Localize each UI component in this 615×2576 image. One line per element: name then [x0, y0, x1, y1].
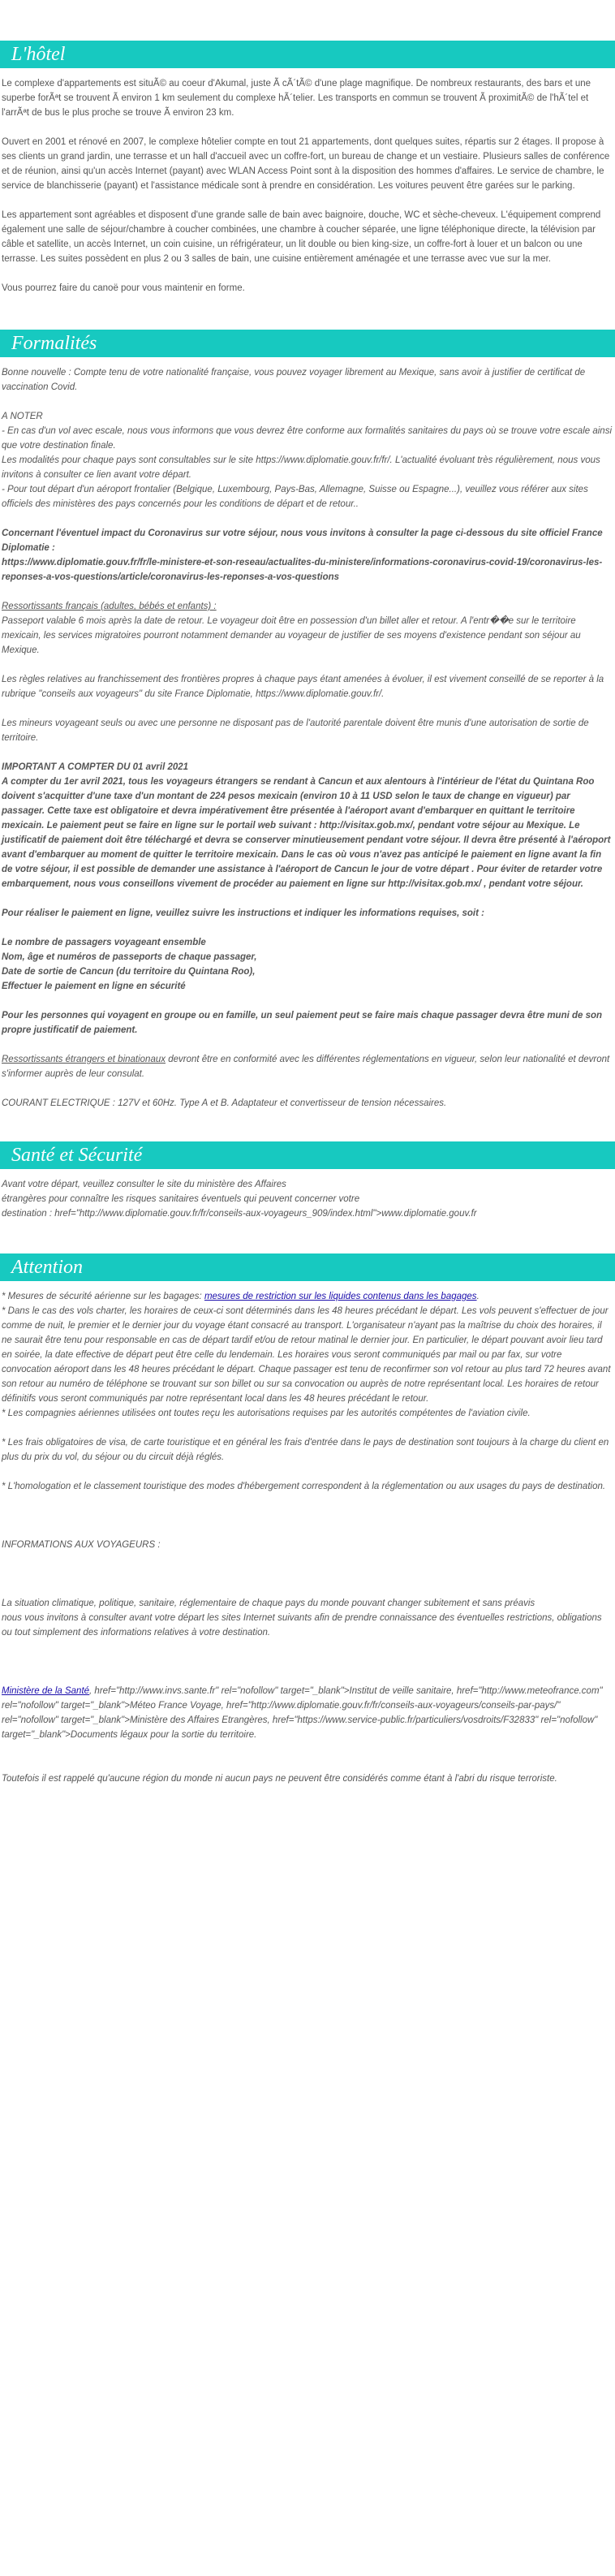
bagages-prefix: * Mesures de sécurité aérienne sur les bagages:: [2, 1292, 204, 1301]
anoter-modalites: Les modalités pour chaque pays sont consultables sur le site https://www.diplomatie.gouv.fr/fr/. L'actualité évoluant très régulièrement, nous vous invitons à consulter ce lien avant votre départ.: [2, 455, 600, 480]
anoter-frontalier: - Pour tout départ d'un aéroport frontalier (Belgique, Luxembourg, Pays-Bas, Allemagne, Suisse ou Espagne...), veuillez vous référer aux sites officiels des ministères des pays concernés pour les conditions de départ et de retour..: [2, 485, 588, 509]
paiement-list-item: Nom, âge et numéros de passeports de chaque passager,: [2, 952, 257, 962]
sante-line-1: Avant votre départ, veuillez consulter le site du ministère des Affaires: [2, 1180, 286, 1189]
ressortissants-title: Ressortissants français (adultes, bébés et enfants) :: [2, 602, 217, 611]
formalites-intro: Bonne nouvelle : Compte tenu de votre nationalité française, vous pouvez voyager librement au Mexique, sans avoir à justifier de certificat de vaccination Covid.: [2, 368, 586, 392]
situation-text: La situation climatique, politique, sanitaire, réglementaire de chaque pays du monde pouvant changer subitement et sans préavis: [2, 1599, 535, 1608]
sante-line-2: étrangères pour connaître les risques sanitaires éventuels qui peuvent concerner votre: [2, 1194, 360, 1204]
paiement-list-item: Date de sortie de Cancun (du territoire du Quintana Roo),: [2, 967, 256, 977]
section-hotel: [0, 0, 615, 296]
covid-url: https://www.diplomatie.gouv.fr/fr/le-ministere-et-son-reseau/actualites-du-ministere/informations-coronavirus-covid-19/coronavirus-les-reponses-a-vos-questions/article/coronavirus-les-reponses-a-vos-questions: [2, 558, 603, 582]
etrangers-paragraph: [2, 1052, 613, 1081]
ministere-rest: , href="http://www.invs.sante.fr" rel="nofollow" target="_blank">Institut de veille sanitaire, href="http://www.meteofrance.com" rel="nofollow" target="_blank">Méteo France Voyage, href="http://www.diplomatie.gouv.fr/fr/conseils-aux-voyageurs/conseils-par-pays/" rel="nofollow" target="_blank">Ministère des Affaires Etrangères, href="https://www.service-public.fr/particuliers/vosdroits/F32833" rel="nofollow" target="_blank">Documents légaux pour la sortie du territoire.: [2, 1686, 603, 1740]
regles-frontieres: Les règles relatives au franchissement des frontières propres à chaque pays étant amenées à évoluer, il est vivement conseillé de se reporter à la rubrique "conseils aux voyageurs" du site France Diplomatie, https://www.diplomatie.gouv.fr/.: [2, 675, 604, 699]
sante-heading: Santé et Sécurité: [0, 1141, 615, 1169]
toutefois-text: Toutefois il est rappelé qu'aucune région du monde ni aucun pays ne peuvent être considérés comme étant à l'abri du risque terroriste.: [2, 1774, 557, 1784]
hotel-paragraph-4: Vous pourrez faire du canoë pour vous maintenir en forme.: [2, 283, 245, 293]
important-title: IMPORTANT A COMPTER DU 01 avril 2021: [2, 762, 189, 772]
covid-notice: Concernant l'éventuel impact du Coronavirus sur votre séjour, nous vous invitons à consulter la page ci-dessous du site officiel France Diplomatie :: [2, 529, 603, 553]
bagages-suffix: .: [476, 1292, 480, 1301]
section-sante: [0, 1127, 615, 1221]
sante-line-3: destination : href="http://www.diplomatie.gouv.fr/fr/conseils-aux-voyageurs_909/index.html">www.diplomatie.gouv.fr: [2, 1209, 477, 1219]
courant-electrique: COURANT ELECTRIQUE : 127V et 60Hz. Type A et B. Adaptateur et convertisseur de tension nécessaires.: [2, 1098, 447, 1108]
frais-visa: * Les frais obligatoires de visa, de carte touristique et en général les frais d'entrée dans le pays de destination sont toujours à la charge du client en plus du prix du vol, du séjour ou du circuit déjà réglés.: [2, 1438, 609, 1462]
ministere-paragraph: [2, 1684, 613, 1742]
nous-vous-invitons: nous vous invitons à consulter avant votre départ les sites Internet suivants afin de prendre connaissance des éventuelles restrictions, obligations ou tout simplement des informations relatives à votre destination.: [2, 1613, 602, 1638]
mineurs-text: Les mineurs voyageant seuls ou avec une personne ne disposant pas de l'autorité parentale doivent être munis d'une autorisation de sortie de territoire.: [2, 718, 589, 743]
attention-heading: Attention: [0, 1253, 615, 1281]
bagages-restriction-link[interactable]: mesures de restriction sur les liquides contenus dans les bagages: [204, 1292, 477, 1301]
etrangers-title: Ressortissants étrangers et binationaux: [2, 1055, 166, 1064]
paiement-list-item: Effectuer le paiement en ligne en sécurité: [2, 982, 186, 991]
hotel-heading: L'hôtel: [0, 41, 615, 68]
etrangers-text: devront être en conformité avec les différentes réglementations en vigueur, selon leur nationalité et devront s'informer auprès de leur consulat.: [2, 1055, 610, 1079]
section-attention: [0, 1237, 615, 1786]
bagages-paragraph: [2, 1289, 613, 1304]
anoter-title: A NOTER: [2, 412, 43, 421]
anoter-escale: - En cas d'un vol avec escale, nous vous informons que vous devrez être conforme aux formalités sanitaires du pays où se trouve votre escale ainsi que votre destination finale.: [2, 426, 612, 451]
compagnies-aeriennes: * Les compagnies aériennes utilisées ont toutes reçu les autorisations requises par les autorités compétentes de l'aviation civile.: [2, 1409, 531, 1418]
paiement-instructions: Pour réaliser le paiement en ligne, veuillez suivre les instructions et indiquer les informations requises, soit :: [2, 908, 484, 918]
paiement-list-item: Le nombre de passagers voyageant ensemble: [2, 938, 206, 947]
hotel-paragraph-3: Les appartement sont agréables et disposent d'une grande salle de bain avec baignoire, douche, WC et sèche-cheveux. L'équipement comprend également une salle de séjour/chambre à coucher combinées, une chambre à coucher séparée, une ligne téléphonique directe, la télévision par câble et satellite, un accès Internet, un coin cuisine, un réfrigérateur, un lit double ou bien king-size, un coffre-fort à louer et un balcon ou une terrasse. Les suites possèdent en plus 2 ou 3 salles de bain, une cuisine entièrement aménagée et une terrasse avec vue sur la mer.: [2, 210, 601, 264]
important-text: A compter du 1er avril 2021, tous les voyageurs étrangers se rendant à Cancun et aux alentours à l'intérieur de l'état du Quintana Roo doivent s'acquitter d'une taxe d'un montant de 224 pesos mexicain (environ 10 à 11 USD selon le taux de change en vigueur) par passager. Cette taxe est obligatoire et devra impérativement être présentée à l'aéroport avant d'embarquer en quittant le territoire mexicain. Le paiement peut se faire en ligne sur le portail web suivant : http://visitax.gob.mx/, pendant votre séjour au Mexique. Le justificatif de paiement doit être téléchargé et devra se conserver minutieusement pendant votre séjour. Il devra être présenté à l'aéroport avant d'embarquer au moment de quitter le territoire mexicain. Dans le cas où vous n'avez pas anticipé le paiement en ligne avant la fin de votre séjour, il est possible de demander une assistance à l'aéroport de Cancun le jour de votre départ . Pour éviter de retarder votre embarquement, nous vous conseillons vivement de procéder au paiement en ligne sur http://visitax.gob.mx/ , pendant votre séjour.: [2, 777, 611, 889]
hotel-paragraph-1: Le complexe d'appartements est situÃ© au coeur d'Akumal, juste Ã cÃ´tÃ© d'une plage magnifique. De nombreux restaurants, des bars et une superbe forÃªt se trouvent Ã environ 1 km seulement du complexe hÃ´telier. Les transports en commun se trouvent Ã proximitÃ© de l'hÃ´tel et l'arrÃªt de bus le plus proche se trouve Ã environ 23 km.: [2, 79, 591, 118]
section-formalites: [0, 312, 615, 1111]
homologation: * L'homologation et le classement touristique des modes d'hébergement correspondent à la réglementation ou aux usages du pays de destination.: [2, 1482, 606, 1491]
hotel-paragraph-2: Ouvert en 2001 et rénové en 2007, le complexe hôtelier compte en tout 21 appartements, dont quelques suites, répartis sur 2 étages. Il propose à ses clients un grand jardin, une terrasse et un hall d'accueil avec un coffre-fort, un bureau de change et un vestiaire. Plusieurs salles de conférence et de réunion, ainsi qu'un accès Internet (payant) avec WLAN Access Point sont à la disposition des hommes d'affaires. Le service de chambre, le service de blanchisserie (payant) et l'assistance médicale sont à prendre en considération. Les voitures peuvent être garées sur le parking.: [2, 137, 610, 191]
vols-charter: * Dans le cas des vols charter, les horaires de ceux-ci sont déterminés dans les 48 heures précédant le départ. Les vols peuvent s'effectuer de jour comme de nuit, le premier et le dernier jour du voyage étant consacré au transport. L'organisateur n'ayant pas la maîtrise du choix des horaires, il ne saurait être tenu pour responsable en cas de départ tardif et/ou de retour matinal le dernier jour. En particulier, le départ pouvant avoir lieu tard en soirée, la date effective de départ peut être celle du lendemain. Les horaires vous seront communiqués par mail ou par fax, sur votre convocation aéroport dans les 48 heures précédant le départ. Chaque passager est tenu de reconfirmer son vol retour au plus tard 72 heures avant son retour au numéro de téléphone se trouvant sur son billet ou sur sa convocation ou auprès de notre représentant local. Les horaires de retour définitifs vous seront communiqués par notre représentant local dans les 48 heures précédant le retour.: [2, 1306, 611, 1404]
groupe-text: Pour les personnes qui voyagent en groupe ou en famille, un seul paiement peut se faire mais chaque passager devra être muni de son propre justificatif de paiement.: [2, 1011, 603, 1035]
ministere-sante-link[interactable]: Ministère de la Santé: [2, 1686, 90, 1696]
infos-voyageurs-title: INFORMATIONS AUX VOYAGEURS :: [2, 1540, 161, 1550]
formalites-heading: Formalités: [0, 330, 615, 357]
ressortissants-text: Passeport valable 6 mois après la date de retour. Le voyageur doit être en possession d'un billet aller et retour. A l'entr��e sur le territoire mexicain, les services migratoires pourront notamment demander au voyageur de justifier de ses moyens d'existence pendant son séjour au Mexique.: [2, 616, 581, 655]
